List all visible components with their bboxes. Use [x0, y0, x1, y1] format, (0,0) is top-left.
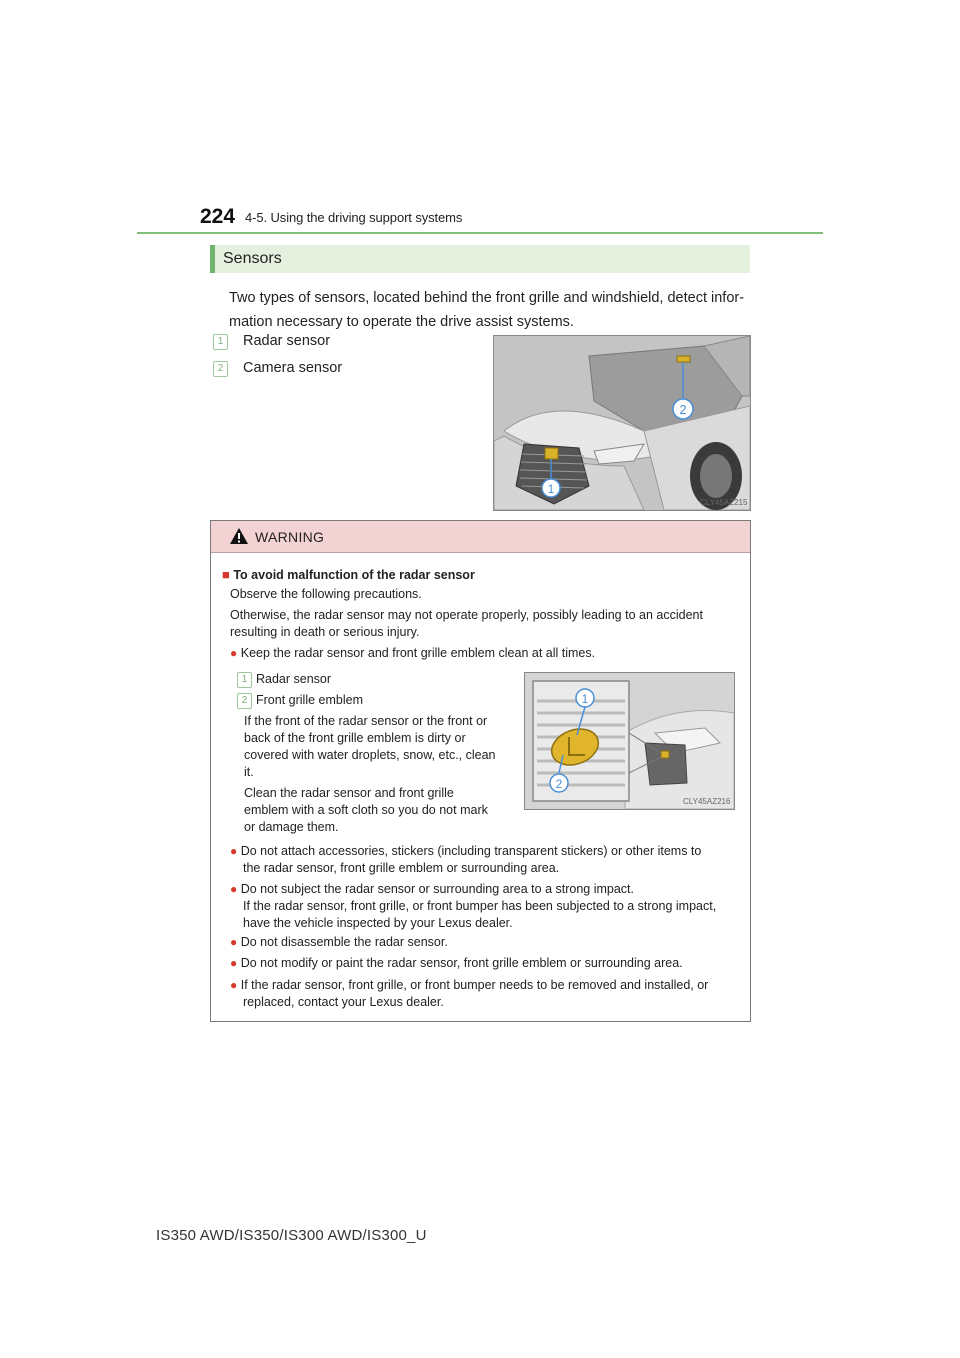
bullet-text: the radar sensor, front grille emblem or surrounding area. — [243, 861, 560, 875]
text-line: back of the front grille emblem is dirty or — [244, 731, 466, 745]
svg-text:1: 1 — [581, 692, 589, 706]
bullet-item — [230, 645, 595, 662]
model-footer: IS350 AWD/IS350/IS300 AWD/IS300_U — [156, 1227, 427, 1244]
round-bullet-icon: ● — [230, 935, 238, 949]
warning-heading-row — [222, 566, 475, 584]
callout-number-1: 1 — [237, 672, 252, 688]
svg-text:1: 1 — [547, 482, 555, 496]
callout-number-2: 2 — [213, 361, 228, 377]
callout-number-2: 2 — [237, 693, 252, 709]
warning-heading: To avoid malfunction of the radar sensor — [233, 568, 475, 582]
bullet-text: If the radar sensor, front grille, or front bumper needs to be removed and installed, or — [240, 978, 709, 992]
callout-number-1: 1 — [213, 334, 228, 350]
text-line: covered with water droplets, snow, etc., clean — [244, 748, 496, 762]
warning-box — [210, 520, 751, 1022]
figure-code: CLY45AZ215 — [700, 498, 748, 507]
warning-para: Observe the following precautions. — [230, 587, 422, 601]
sub-paragraph-clean — [244, 785, 506, 836]
bullet-text: replaced, contact your Lexus dealer. — [243, 995, 444, 1009]
warning-triangle-icon — [229, 527, 249, 545]
round-bullet-icon: ● — [230, 646, 238, 660]
grille-illustration — [525, 673, 734, 809]
sensors-title-bar — [210, 245, 750, 273]
svg-text:2: 2 — [679, 402, 687, 417]
bullet-text: Do not disassemble the radar sensor. — [240, 935, 448, 949]
bullet-text: Do not subject the radar sensor or surrounding area to a strong impact. — [240, 882, 635, 896]
grille-emblem-figure — [524, 672, 735, 810]
bullet-item — [230, 881, 745, 932]
bullet-item — [230, 977, 745, 1011]
text-line: Clean the radar sensor and front grille — [244, 786, 454, 800]
bullet-text: Keep the radar sensor and front grille emblem clean at all times. — [240, 646, 596, 660]
page-number: 224 — [200, 205, 236, 228]
bullet-item — [230, 843, 745, 877]
round-bullet-icon: ● — [230, 978, 238, 992]
bullet-text: If the radar sensor, front grille, or front bumper has been subjected to a strong impact, — [243, 899, 717, 913]
round-bullet-icon: ● — [230, 844, 238, 858]
sub-item-radar-sensor: Radar sensor — [256, 672, 332, 686]
bullet-text: Do not attach accessories, stickers (including transparent stickers) or other items to — [240, 844, 702, 858]
sensors-title: Sensors — [223, 250, 282, 267]
intro-line: Two types of sensors, located behind the front grille and windshield, detect infor- — [229, 290, 745, 306]
bullet-text: have the vehicle inspected by your Lexus dealer. — [243, 916, 513, 930]
figure-code: CLY45AZ216 — [683, 797, 731, 806]
sub-paragraph-dirty — [244, 713, 506, 781]
round-bullet-icon: ● — [230, 956, 238, 970]
warning-para: resulting in death or serious injury. — [230, 625, 420, 639]
car-sensor-figure — [493, 335, 751, 511]
warning-para: Otherwise, the radar sensor may not operate properly, possibly leading to an accident — [230, 608, 703, 622]
bullet-text: Do not modify or paint the radar sensor, front grille emblem or surrounding area. — [240, 956, 683, 970]
sub-item-front-grille-emblem: Front grille emblem — [256, 693, 363, 707]
title-accent — [210, 245, 215, 273]
text-line: or damage them. — [244, 820, 339, 834]
text-line: If the front of the radar sensor or the front or — [244, 714, 488, 728]
intro-line: mation necessary to operate the drive assist systems. — [229, 314, 574, 330]
svg-text:2: 2 — [555, 777, 563, 791]
round-bullet-icon: ● — [230, 882, 238, 896]
warning-title: WARNING — [255, 529, 325, 545]
section-heading: 4-5. Using the driving support systems — [245, 210, 463, 225]
bullet-item — [230, 934, 745, 951]
warning-header — [211, 521, 750, 553]
list-item-radar-sensor: Radar sensor — [243, 333, 331, 349]
text-line: it. — [244, 765, 254, 779]
square-bullet-icon: ■ — [222, 567, 230, 582]
list-item-camera-sensor: Camera sensor — [243, 360, 343, 376]
bullet-item — [230, 955, 745, 972]
sensors-intro — [229, 286, 754, 334]
car-illustration — [494, 336, 750, 510]
header-rule — [137, 232, 823, 234]
text-line: emblem with a soft cloth so you do not mark — [244, 803, 488, 817]
